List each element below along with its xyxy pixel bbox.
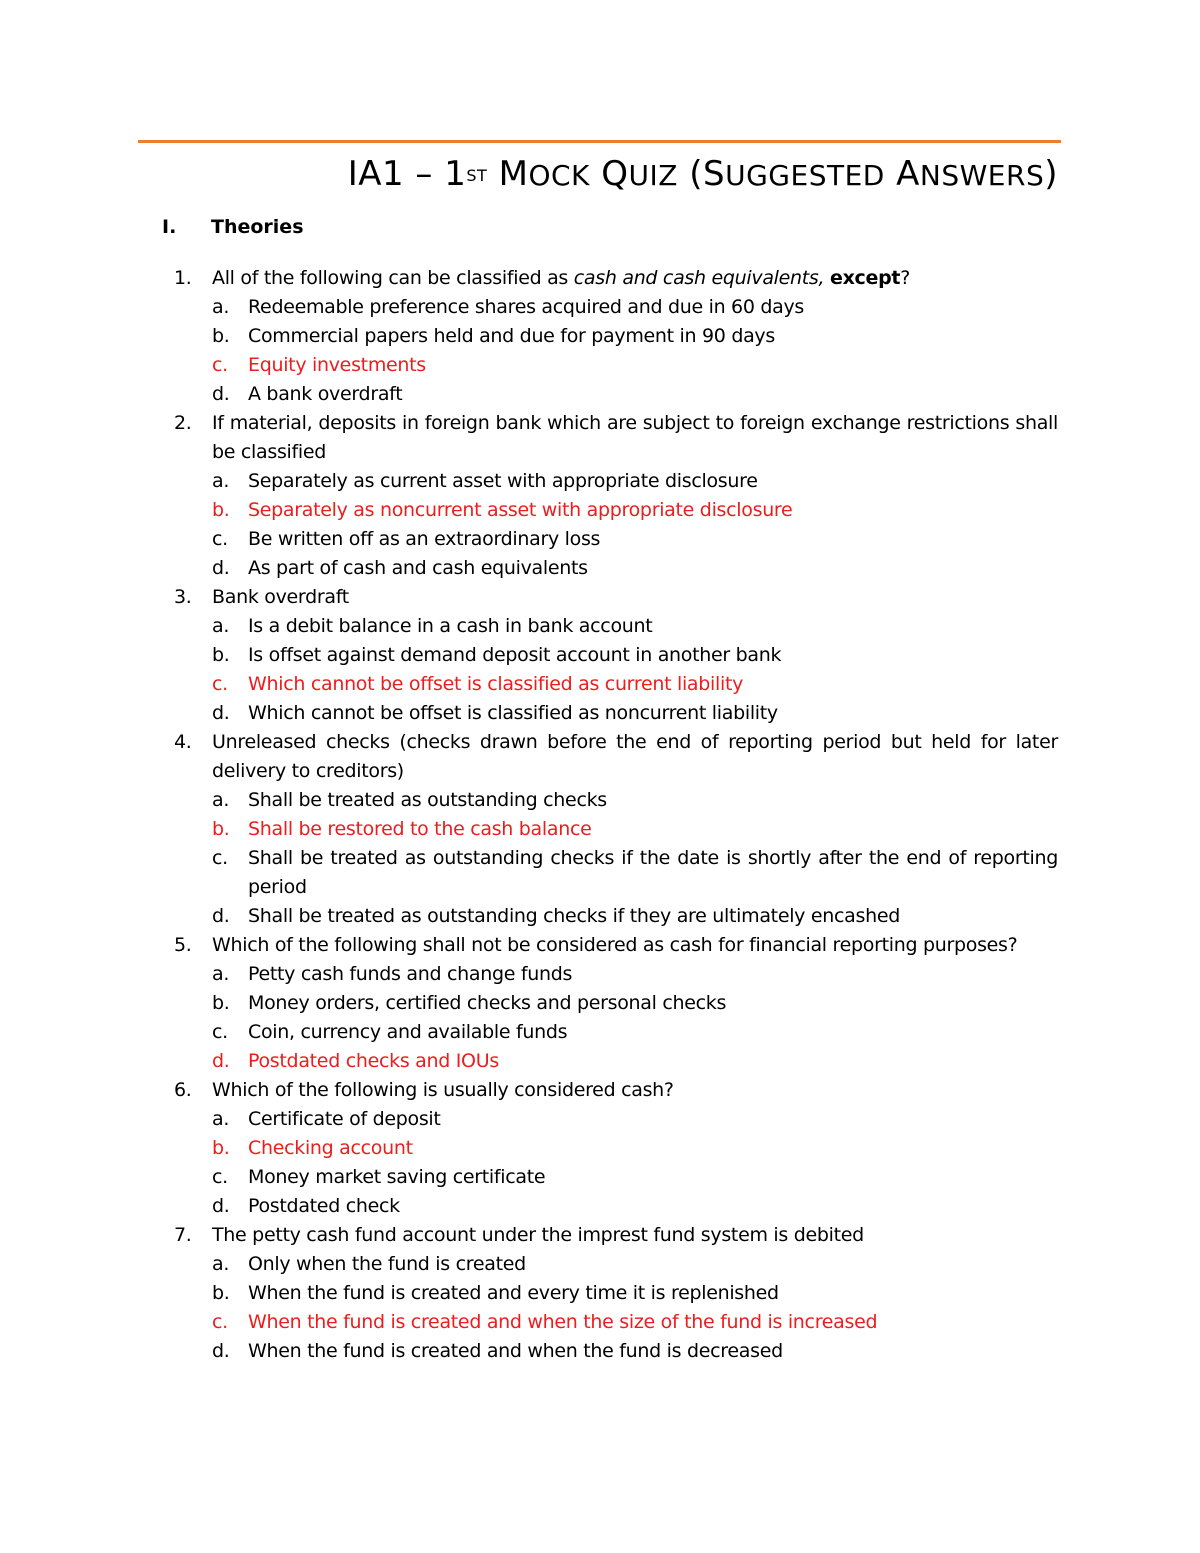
option-text: When the fund is created and every time it is replenished <box>248 1282 779 1304</box>
answer-option-correct <box>212 1134 1058 1163</box>
option-text: When the fund is created and when the fund is decreased <box>248 1340 783 1362</box>
question-number: 4. <box>174 731 192 753</box>
question-item <box>0 583 1058 728</box>
option-text: When the fund is created and when the size of the fund is increased <box>248 1311 878 1333</box>
question-item <box>0 728 1058 931</box>
question-item <box>0 264 1058 409</box>
option-letter: c. <box>212 1021 228 1043</box>
answer-option <box>212 960 1058 989</box>
option-letter: b. <box>212 1137 230 1159</box>
option-letter: c. <box>212 1166 228 1188</box>
option-letter: a. <box>212 789 230 811</box>
answer-option <box>212 322 1058 351</box>
answer-option-correct <box>212 815 1058 844</box>
answer-option <box>212 1192 1058 1221</box>
option-letter: d. <box>212 1050 230 1072</box>
question-text: Which of the following is usually considered cash? <box>212 1079 674 1101</box>
question-text: Unreleased checks (checks drawn before the end of reporting period but held for later delivery to creditors) <box>212 731 1058 782</box>
question-item <box>0 409 1058 583</box>
option-letter: a. <box>212 1108 230 1130</box>
option-letter: b. <box>212 499 230 521</box>
question-item <box>0 1076 1058 1221</box>
option-letter: b. <box>212 325 230 347</box>
question-number: 3. <box>174 586 192 608</box>
question-text: If material, deposits in foreign bank which are subject to foreign exchange restrictions shall be classified <box>212 412 1058 463</box>
option-letter: d. <box>212 702 230 724</box>
option-letter: a. <box>212 615 230 637</box>
option-letter: b. <box>212 992 230 1014</box>
answer-option <box>212 844 1058 902</box>
question-text: Bank overdraft <box>212 586 349 608</box>
answer-option <box>212 902 1058 931</box>
option-letter: c. <box>212 354 228 376</box>
option-text: Shall be restored to the cash balance <box>248 818 592 840</box>
option-text: Equity investments <box>248 354 426 376</box>
section-heading <box>162 212 304 242</box>
question-number: 6. <box>174 1079 192 1101</box>
question-text: All of the following can be classified as cash and cash equivalents, except? <box>212 267 910 289</box>
option-text: Be written off as an extraordinary loss <box>248 528 601 550</box>
answer-option <box>212 1337 1058 1366</box>
option-text: Postdated check <box>248 1195 400 1217</box>
answer-option <box>212 293 1058 322</box>
answer-option <box>212 467 1058 496</box>
option-text: Which cannot be offset is classified as current liability <box>248 673 744 695</box>
question-item <box>0 931 1058 1076</box>
option-text: Redeemable preference shares acquired and due in 60 days <box>248 296 805 318</box>
option-text: Money market saving certificate <box>248 1166 546 1188</box>
header-rule <box>138 140 1061 143</box>
option-letter: d. <box>212 1195 230 1217</box>
option-text: Checking account <box>248 1137 413 1159</box>
question-text: The petty cash fund account under the imprest fund system is debited <box>212 1224 864 1246</box>
option-letter: b. <box>212 818 230 840</box>
option-text: Separately as noncurrent asset with appropriate disclosure <box>248 499 793 521</box>
option-text: Shall be treated as outstanding checks if they are ultimately encashed <box>248 905 900 927</box>
option-letter: c. <box>212 673 228 695</box>
section-number: I. <box>162 216 177 238</box>
answer-option <box>212 1018 1058 1047</box>
answer-option-correct <box>212 1047 1058 1076</box>
option-text: Shall be treated as outstanding checks <box>248 789 607 811</box>
question-number: 7. <box>174 1224 192 1246</box>
answer-option <box>212 989 1058 1018</box>
answer-option-correct <box>212 351 1058 380</box>
option-letter: c. <box>212 1311 228 1333</box>
option-letter: d. <box>212 557 230 579</box>
page-title: IA1 – 1ST MOCK QUIZ (SUGGESTED ANSWERS) <box>347 154 1058 194</box>
answer-option-correct <box>212 670 1058 699</box>
answer-option <box>212 786 1058 815</box>
option-text: Petty cash funds and change funds <box>248 963 573 985</box>
answer-option <box>212 380 1058 409</box>
option-text: As part of cash and cash equivalents <box>248 557 588 579</box>
section-title: Theories <box>211 216 304 238</box>
answer-option <box>212 525 1058 554</box>
option-letter: d. <box>212 905 230 927</box>
option-text: Shall be treated as outstanding checks if the date is shortly after the end of reporting period <box>248 847 1058 898</box>
option-text: Money orders, certified checks and personal checks <box>248 992 727 1014</box>
question-number: 2. <box>174 412 192 434</box>
answer-option <box>212 1105 1058 1134</box>
option-letter: a. <box>212 963 230 985</box>
option-text: Which cannot be offset is classified as noncurrent liability <box>248 702 778 724</box>
answer-option-correct <box>212 1308 1058 1337</box>
question-number: 5. <box>174 934 192 956</box>
option-text: Coin, currency and available funds <box>248 1021 568 1043</box>
option-text: Separately as current asset with appropriate disclosure <box>248 470 758 492</box>
answer-option <box>212 641 1058 670</box>
answer-option-correct <box>212 496 1058 525</box>
option-text: A bank overdraft <box>248 383 403 405</box>
option-text: Certificate of deposit <box>248 1108 441 1130</box>
question-list <box>0 264 1200 1366</box>
answer-option <box>212 612 1058 641</box>
question-number: 1. <box>174 267 192 289</box>
option-letter: d. <box>212 1340 230 1362</box>
answer-option <box>212 1163 1058 1192</box>
answer-option <box>212 1279 1058 1308</box>
option-letter: b. <box>212 1282 230 1304</box>
option-letter: a. <box>212 1253 230 1275</box>
option-letter: b. <box>212 644 230 666</box>
option-text: Commercial papers held and due for payment in 90 days <box>248 325 775 347</box>
question-text: Which of the following shall not be considered as cash for financial reporting purposes? <box>212 934 1018 956</box>
option-text: Is a debit balance in a cash in bank account <box>248 615 653 637</box>
option-text: Postdated checks and IOUs <box>248 1050 499 1072</box>
answer-option <box>212 1250 1058 1279</box>
option-letter: a. <box>212 296 230 318</box>
option-text: Is offset against demand deposit account in another bank <box>248 644 782 666</box>
option-text: Only when the fund is created <box>248 1253 526 1275</box>
answer-option <box>212 554 1058 583</box>
answer-option <box>212 699 1058 728</box>
option-letter: a. <box>212 470 230 492</box>
option-letter: c. <box>212 847 228 869</box>
option-letter: c. <box>212 528 228 550</box>
question-item <box>0 1221 1058 1366</box>
option-letter: d. <box>212 383 230 405</box>
